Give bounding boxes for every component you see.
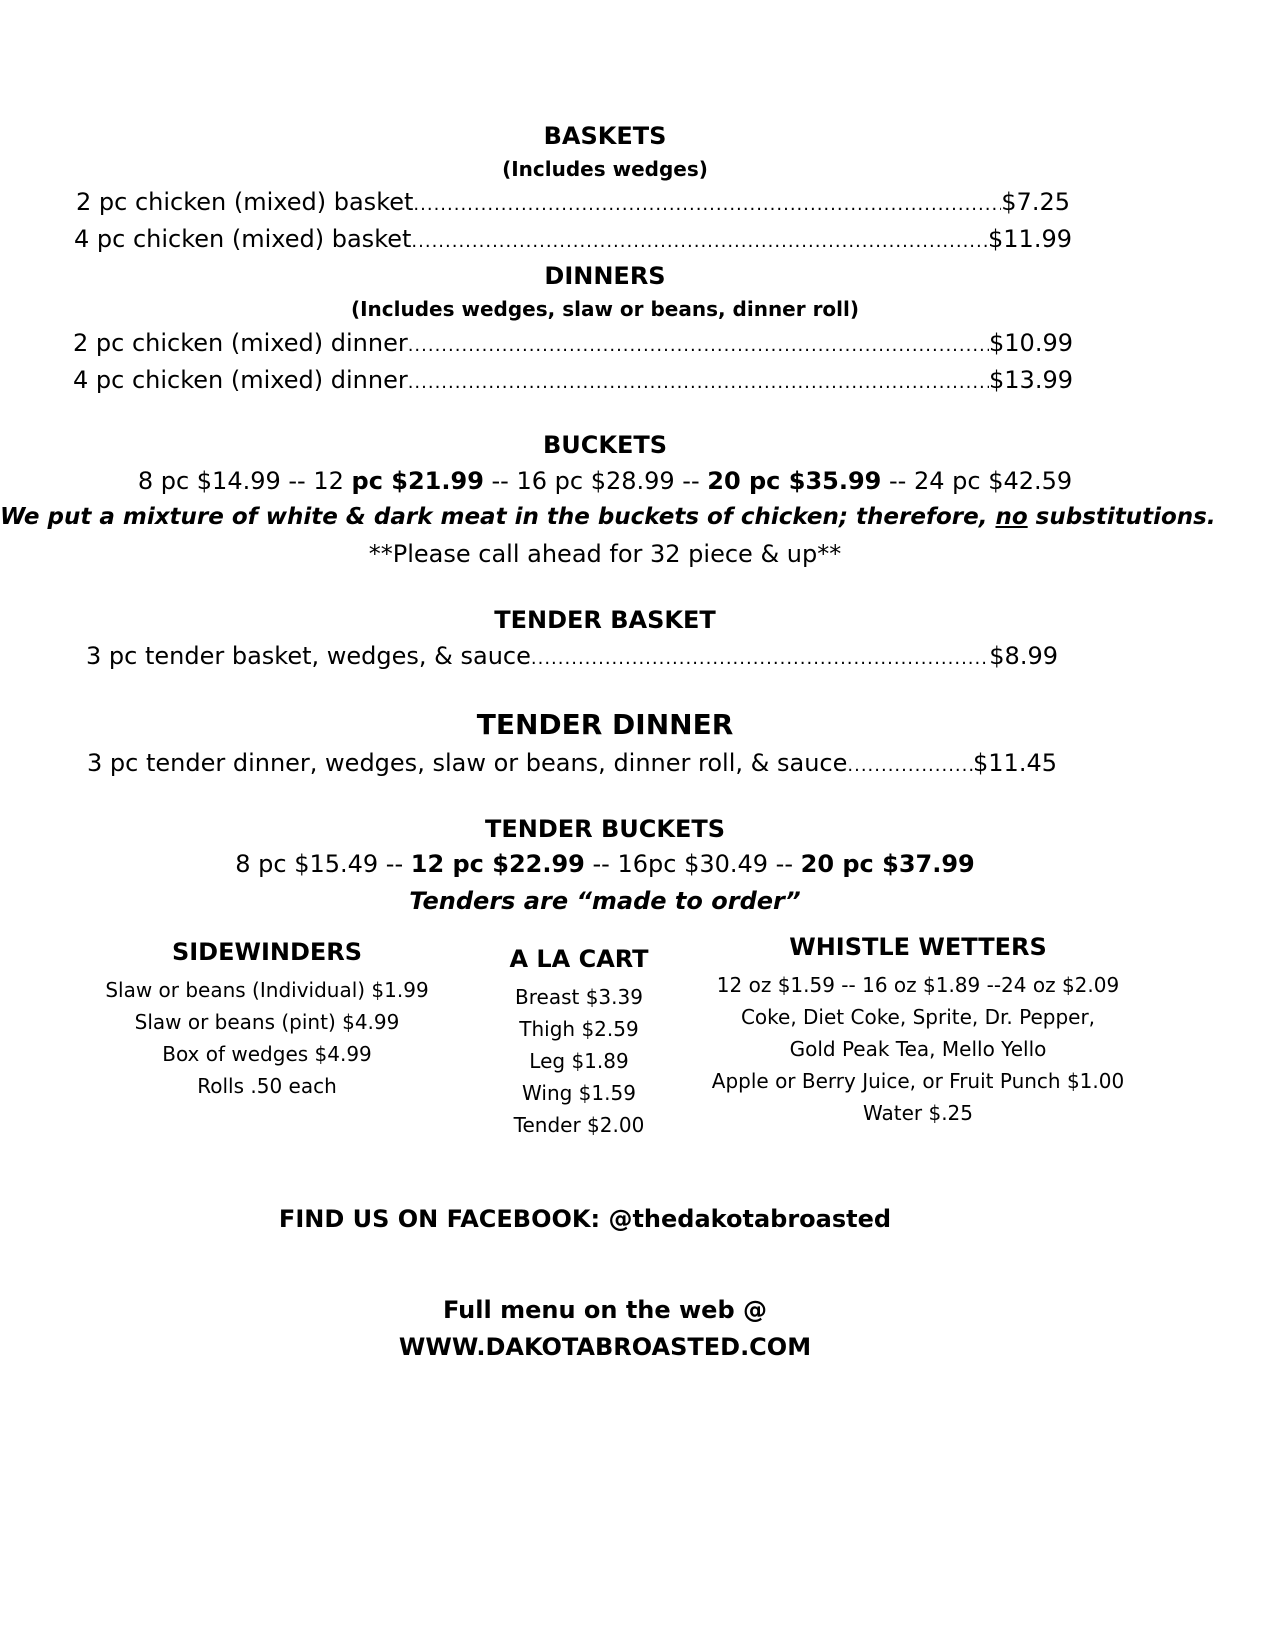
menu-item [86, 642, 1058, 670]
list-item: Slaw or beans (pint) $4.99 [134, 1010, 400, 1034]
item-price: $8.99 [989, 642, 1058, 670]
baskets-heading: BASKETS [543, 122, 667, 150]
leader-dots [408, 372, 989, 393]
call-ahead-note: **Please call ahead for 32 piece & up** [368, 540, 842, 568]
item-price: $10.99 [989, 329, 1073, 357]
bucket-price-bold: 20 pc $35.99 [707, 467, 882, 495]
list-item: Rolls .50 each [197, 1074, 337, 1098]
baskets-subtitle: (Includes wedges) [502, 157, 708, 181]
leader-dots [411, 231, 988, 252]
tender-price-text: -- 16pc $30.49 -- [584, 850, 801, 878]
tenders-note: Tenders are “made to order” [409, 887, 801, 915]
tender-price-bold: 12 pc $22.99 [410, 850, 585, 878]
list-item: Gold Peak Tea, Mello Yello [789, 1037, 1047, 1061]
facebook-line: FIND US ON FACEBOOK: @thedakotabroasted [278, 1205, 892, 1233]
tender-basket-heading: TENDER BASKET [494, 606, 716, 634]
list-item: Apple or Berry Juice, or Fruit Punch $1.00 [711, 1069, 1125, 1093]
whistle-wetters-column [708, 933, 1128, 1129]
note-underlined: no [995, 504, 1028, 530]
buckets-heading: BUCKETS [542, 431, 668, 459]
menu-item [74, 225, 1072, 253]
whistle-wetters-heading: WHISTLE WETTERS [789, 933, 1047, 961]
list-item: Coke, Diet Coke, Sprite, Dr. Pepper, [740, 1005, 1096, 1029]
leader-dots [531, 648, 989, 669]
a-la-cart-heading: A LA CART [509, 945, 649, 973]
leader-dots [847, 755, 973, 776]
note-text: substitutions. [1027, 504, 1216, 530]
web-menu-line: Full menu on the web @ [442, 1296, 767, 1324]
note-text: We put a mixture of white & dark meat in the buckets of chicken; therefore, [0, 504, 996, 530]
list-item: Breast $3.39 [515, 985, 643, 1009]
item-price: $11.99 [988, 225, 1072, 253]
list-item: Box of wedges $4.99 [162, 1042, 372, 1066]
leader-dots [413, 194, 1001, 215]
leader-dots [408, 335, 989, 356]
list-item: Water $.25 [862, 1101, 973, 1125]
website-url: WWW.DAKOTABROASTED.COM [398, 1333, 812, 1361]
a-la-cart-column [479, 945, 679, 1141]
dinners-heading: DINNERS [544, 262, 666, 290]
list-item: Slaw or beans (Individual) $1.99 [105, 978, 429, 1002]
menu-item [73, 329, 1073, 357]
item-price: $7.25 [1001, 188, 1070, 216]
menu-item [73, 366, 1073, 394]
tender-price-text: 8 pc $15.49 -- [235, 850, 411, 878]
tender-dinner-heading: TENDER DINNER [476, 708, 734, 741]
tender-buckets-prices [0, 850, 1210, 878]
list-item: Thigh $2.59 [519, 1017, 639, 1041]
bucket-price-text: -- 24 pc $42.59 [881, 467, 1073, 495]
sidewinders-heading: SIDEWINDERS [171, 938, 363, 966]
list-item: 12 oz $1.59 -- 16 oz $1.89 --24 oz $2.09 [716, 973, 1120, 997]
bucket-price-bold: pc $21.99 [351, 467, 484, 495]
item-price: $13.99 [989, 366, 1073, 394]
buckets-prices [0, 467, 1210, 495]
dinners-subtitle: (Includes wedges, slaw or beans, dinner roll) [350, 297, 860, 321]
buckets-note [0, 504, 1216, 530]
sidewinders-column [87, 938, 447, 1102]
bucket-price-text: 8 pc $14.99 -- 12 [137, 467, 352, 495]
item-name: 2 pc chicken (mixed) basket [76, 188, 414, 216]
item-name: 3 pc tender dinner, wedges, slaw or beans, dinner roll, & sauce [87, 749, 848, 777]
bucket-price-text: -- 16 pc $28.99 -- [483, 467, 708, 495]
menu-item [87, 749, 1057, 777]
item-price: $11.45 [973, 749, 1057, 777]
item-name: 4 pc chicken (mixed) dinner [73, 366, 408, 394]
tender-buckets-heading: TENDER BUCKETS [484, 815, 726, 843]
item-name: 2 pc chicken (mixed) dinner [73, 329, 408, 357]
menu-item [76, 188, 1070, 216]
list-item: Leg $1.89 [529, 1049, 629, 1073]
item-name: 4 pc chicken (mixed) basket [74, 225, 412, 253]
list-item: Wing $1.59 [522, 1081, 636, 1105]
item-name: 3 pc tender basket, wedges, & sauce [86, 642, 531, 670]
list-item: Tender $2.00 [513, 1113, 645, 1137]
tender-price-bold: 20 pc $37.99 [800, 850, 975, 878]
